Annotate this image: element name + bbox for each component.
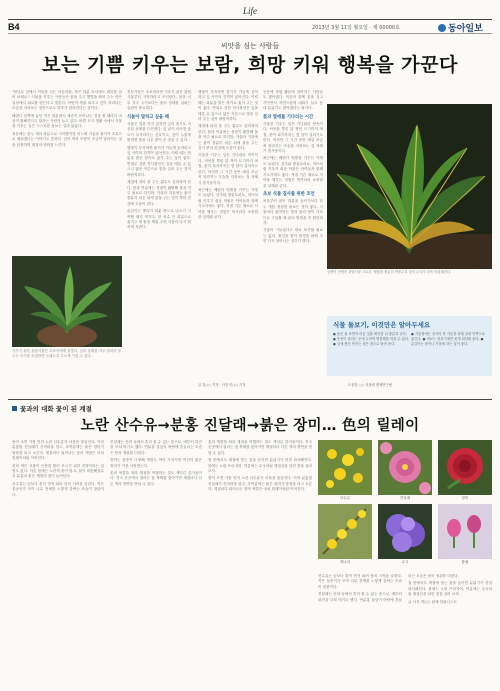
flower-photo-tulip <box>438 504 492 559</box>
series-marker-icon <box>12 406 17 411</box>
subheading: 꽃과 열매를 기다리는 시간 <box>263 114 314 120</box>
lede-text: "봄나무 앞에서 씨앗을 심는 마음처럼, 작은 화분 하나에도 희망을 걸어 보세요." 식물을 키우는 사람들은 물을 주고 햇볕을 쬐어 주는 작은 일상에서 위로를 얻는다고 말한다. 씨앗이 싹을 틔우고 잎이 자라나는 모습을 지켜보는 것만으로도 하루가 달라진다는 것이다. <box>12 90 122 111</box>
body-paragraph: 최근에는 베란다 텃밭을 가꾸는 가정도 늘었다. 상추와 방울토마토, 허브처럼 키우기 쉬운 작물은 아이들과 함께 기르기에도 좋다. 직접 기른 채소로 식탁을 채우는 경험은 먹거리의 소중함을 일깨워 준다. <box>198 187 258 219</box>
plant-photo-left <box>12 256 122 347</box>
body-paragraph: 식물을 키우는 일은 기다림의 연속이다. 씨앗을 뿌린 뒤 싹이 트기까지 며칠, 꽃이 피기까지는 몇 달이 걸리기도 한다. 하지만 그 시간 동안 매일 조금씩 달라지는 모습을 지켜보는 것 자체가 즐거움이다. <box>263 122 323 154</box>
flower-photo-jindallae <box>378 440 432 495</box>
page-number: B4 <box>8 22 20 32</box>
flower-photo-grid <box>318 440 492 566</box>
flower-photo-suguk <box>378 504 432 559</box>
body-paragraph: 꽃의 색깔을 따라 계절을 여행하는 것도 색다른 즐거움이다. 전국 곳곳에서 열리는 꽃 축제를 찾아가면 계절마다 다른 색의 향연을 만날 수 있다. <box>208 440 312 455</box>
article2-column-4 <box>318 574 492 684</box>
series-title: 꽃과의 대화 꽃이 된 계절 <box>20 405 92 413</box>
subheading: 식물이 말하고 싶을 때 <box>127 114 169 120</box>
body-paragraph: 식물이 시들었다고 바로 포기할 필요는 없다. 원인을 찾아 환경을 바꿔 주면 다시 살아나는 경우가 많다. <box>263 228 323 244</box>
body-paragraph: 처음부터 많은 화분을 들이기보다 한두 개를 정성껏 돌보는 것이 좋다. 식물마다 좋아하는 빛과 물의 양이 다르므로 구입할 때 관리 방법을 꼭 확인하자. <box>263 199 323 225</box>
tip-box-column: ● 겨울철에는 창가의 찬 기운을 피해 실내 안쪽으로 옮긴다. ● 비료는 성장기에만 묽게 희석해 준다. ● 분갈이는 봄이나 가을에 하는 것이 좋다. <box>411 332 485 346</box>
article-column-3 <box>198 90 258 380</box>
article-column-2 <box>127 90 191 390</box>
plant-left-illustration <box>12 256 122 347</box>
body-paragraph: 식물은 말을 하지 않지만 잎과 줄기로 자신의 상태를 드러낸다. 잎 끝이 마르면 습도가 부족하다는 신호이고, 잎이 누렇게 변하면 물을 너무 많이 준 것일 수 있다. <box>127 122 191 143</box>
flower-label: 산수유 <box>339 496 351 500</box>
body-paragraph: 최근에는 베란다 텃밭을 가꾸는 가정도 늘었다. 상추와 방울토마토, 허브처럼 키우기 쉬운 작물은 아이들과 함께 기르기에도 좋다. 직접 기른 채소로 식탁을 채우는 경험은 먹거리의 소중함을 일깨워 준다. <box>263 156 323 188</box>
logo-mark-icon <box>438 24 446 32</box>
body-paragraph: 산수유는 잎보다 꽃이 먼저 피어 봄의 시작을 알린다. 작은 꽃송이가 모여 나무 전체를 노랗게 감싸는 모습이 장관이다. <box>12 481 104 497</box>
article-column-4 <box>263 90 323 380</box>
body-paragraph: 분갈이는 뿌리가 화분 밖으로 나오기 시작할 때가 적기다. 한 치수 큰 화분으로 옮기고 새 흙을 채워 주면 식물이 다시 힘차게 자란다. <box>127 209 191 230</box>
body-paragraph: 꽃의 색깔을 따라 계절을 여행하는 것도 색다른 즐거움이다. 전국 곳곳에서 열리는 꽃 축제를 찾아가면 계절마다 다른 색의 향연을 만날 수 있다. <box>110 471 202 486</box>
body-paragraph: 진달래는 산과 들에서 흔히 볼 수 있는 꽃으로, 예부터 화전을 부쳐 먹기도 했다. 연분홍 꽃잎이 바람에 흔들리는 모습은 봄의 정취를 더한다. <box>110 440 202 455</box>
subheading: 초보 식물 집사를 위한 조언 <box>263 191 315 197</box>
body-paragraph: 햇빛이 부족하면 줄기가 가늘게 웃자라고 잎 사이의 간격이 넓어진다. 이럴 때는 화분을 밝은 창가로 옮겨 주는 것이 좋다. 반대로 강한 직사광선은 잎을 태울 수 있으니 얇은 커튼으로 빛을 걸러 주는 것이 바람직하다. <box>198 90 258 122</box>
article2-column-3 <box>208 440 312 685</box>
croton-illustration <box>327 104 492 269</box>
flower-photo-gaenari <box>318 504 372 559</box>
section-label: Life <box>243 6 258 16</box>
article-lede <box>12 90 122 250</box>
flower-label: 개나리 <box>339 560 351 564</box>
top-rule <box>8 19 492 20</box>
body-paragraph: 전문가들은 초보자라면 키우기 쉬운 관엽식물부터 시작하라고 조언한다. 물을 너무 자주 주기보다는 흙의 상태를 살피는 습관이 중요하다. <box>127 90 191 111</box>
tip-box-column: ● 물은 흙 표면이 마른 것을 확인한 뒤 충분히 준다. ● 통풍이 잘되는 곳에 두어야 병충해를 막을 수 있다. ● 잎에 쌓인 먼지는 젖은 천으로 닦아 준다. <box>333 332 410 346</box>
article-headline: 보는 기쁨 키우는 보람, 희망 키워 행복을 가꾼다 <box>42 54 458 76</box>
tip-box <box>327 316 492 376</box>
dateline: 2013년 3월 11일 월요일 · 제 00000호 <box>312 25 400 31</box>
flower-photo-rose <box>438 440 492 495</box>
photo-caption: 잎맥이 선명한 관엽식물 크로톤. 햇빛을 충분히 받을수록 잎의 무늬가 더욱 또렷해진다. <box>327 270 452 274</box>
body-paragraph: 산수유는 잎보다 꽃이 먼저 피어 봄의 시작을 알린다. 작은 꽃송이가 모여 나무 전체를 노랗게 감싸는 모습이 장관이다. <box>318 574 402 589</box>
body-paragraph: 햇빛이 부족하면 줄기가 가늘게 웃자라고 잎 사이의 간격이 넓어진다. 이럴 때는 화분을 밝은 창가로 옮겨 주는 것이 좋다. 반대로 강한 직사광선은 잎을 태울 수 있으니 얇은 커튼으로 빛을 걸러 주는 것이 바람직하다. <box>127 145 191 177</box>
croton-photo <box>327 104 492 269</box>
byline: 글·사진 박○○ 원예 칼럼니스트 <box>408 599 458 604</box>
byline: 글 김○○ 기자 · 사진 이○○ 기자 <box>198 383 246 387</box>
flower-label: 장미 <box>461 496 469 500</box>
body-paragraph: 봄이 오면 가장 먼저 노란 산수유가 마을을 물들인다. 이어 분홍빛 진달래가 산자락을 덮고, 초여름에는 붉은 장미가 담장을 타고 오른다. 계절마다 피어나는 꽃의 색깔은 마치 릴레이처럼 이어진다. <box>208 476 312 492</box>
body-paragraph: 집 안에서도 계절에 맞는 꽃을 들이면 분위기가 한결 화사해진다. 봄에는 노란 프리지어, 여름에는 수국처럼 계절감을 살린 꽃을 골라 보자. <box>408 581 492 597</box>
body-paragraph: 꽃의 색은 식물이 곤충을 불러 모으기 위한 전략이라는 설명도 있다. 이른 봄에는 노란색 꽃이 많고, 날이 따뜻해질수록 분홍과 붉은 계열의 꽃이 늘어난다. <box>12 463 104 479</box>
flower-label: 수국 <box>401 560 409 564</box>
flower-label: 진달래 <box>399 496 411 500</box>
body-paragraph: 장미는 품종이 다양해 색깔도 여러 가지지만 여전히 붉은 장미가 가장 사랑받는다. <box>110 458 202 468</box>
paper-name: 동아일보 <box>448 23 483 33</box>
body-paragraph: 공동체 정원 활동에 참여하는 사람들도 많아졌다. 이웃과 함께 꽃을 심고 가꾸면서 자연스럽게 대화가 늘고 동네 분위기도 밝아졌다는 평가다. <box>263 90 323 111</box>
photo-caption: 가꾸기 쉬운 관엽식물은 초보자에게 알맞다. 잎의 상태를 자주 살피며 물 주는 시기를 조절하면 오래도록 푸르게 키울 수 있다. <box>12 349 122 358</box>
tip-box-title: 식물 돌보기, 이것만은 알아두세요 <box>333 321 431 329</box>
body-paragraph: 식물을 키우는 일은 기다림의 연속이다. 씨앗을 뿌린 뒤 싹이 트기까지 며칠, 꽃이 피기까지는 몇 달이 걸리기도 한다. 하지만 그 시간 동안 매일 조금씩 달라지는 모습을 지켜보는 것 자체가 즐거움이다. <box>198 153 258 185</box>
body-paragraph: 진달래는 산과 들에서 흔히 볼 수 있는 꽃으로, 예부터 화전을 부쳐 먹기도 했다. 연분홍 꽃잎이 바람에 흔들리는 모습은 봄의 정취를 더한다. <box>318 574 459 602</box>
flower-photo-sansuyu <box>318 440 372 495</box>
article2-column-1 <box>12 440 104 685</box>
body-paragraph: 봄이 오면 가장 먼저 노란 산수유가 마을을 물들인다. 이어 분홍빛 진달래가 산자락을 덮고, 초여름에는 붉은 장미가 담장을 타고 오른다. 계절마다 피어나는 꽃의 색깔은 마치 릴레이처럼 이어진다. <box>12 440 104 461</box>
article2-column-2 <box>110 440 202 685</box>
body-paragraph: 처음에는 한두 개의 화분으로 시작했지만 어느새 거실과 창가가 초록으로 채워졌다는 이야기도 흔하다. 잎의 색과 모양이 조금씩 달라지는 것을 관찰하며 계절의 변화를 느낀다. <box>12 131 122 147</box>
section-bar <box>8 6 492 20</box>
byline: 도움말 ○○ 식물원 원예연구팀 <box>348 383 392 387</box>
article-kicker: 씨앗을 심는 사람들 <box>220 42 280 50</box>
body-paragraph: 계절에 따라 물 주는 횟수도 달라져야 한다. 봄과 여름에는 성장이 활발해 물을 자주 필요로 하지만, 가을과 겨울에는 흙이 충분히 마른 뒤에 물을 주는 것이 뿌리 건강에 도움이 된다. <box>127 180 191 206</box>
section-divider <box>8 399 492 400</box>
body-paragraph: 베란다 한쪽에 놓인 작은 화분에서 새순이 돋아나는 것을 볼 때마다 마음이 환해진다고 말하는 사람이 늘고 있다. 바쁜 도시 생활 속에서 식물을 키우는 일은 스스로를 돌보는 일과 닮았다. <box>12 113 122 129</box>
body-paragraph: 집 안에서도 계절에 맞는 꽃을 들이면 분위기가 한결 화사해진다. 봄에는 노란 프리지어, 여름에는 수국처럼 계절감을 살린 꽃을 골라 보자. <box>208 458 312 474</box>
flower-label: 튤립 <box>461 560 469 564</box>
article2-headline: 노란 산수유→분홍 진달래→붉은 장미… 色의 릴레이 <box>80 418 420 434</box>
series-label <box>12 404 92 413</box>
body-paragraph: 계절에 따라 물 주는 횟수도 달라져야 한다. 봄과 여름에는 성장이 활발해 물을 자주 필요로 하지만, 가을과 겨울에는 흙이 충분히 마른 뒤에 물을 주는 것이 뿌리 건강에 도움이 된다. <box>198 124 258 151</box>
header-rule <box>8 33 492 34</box>
